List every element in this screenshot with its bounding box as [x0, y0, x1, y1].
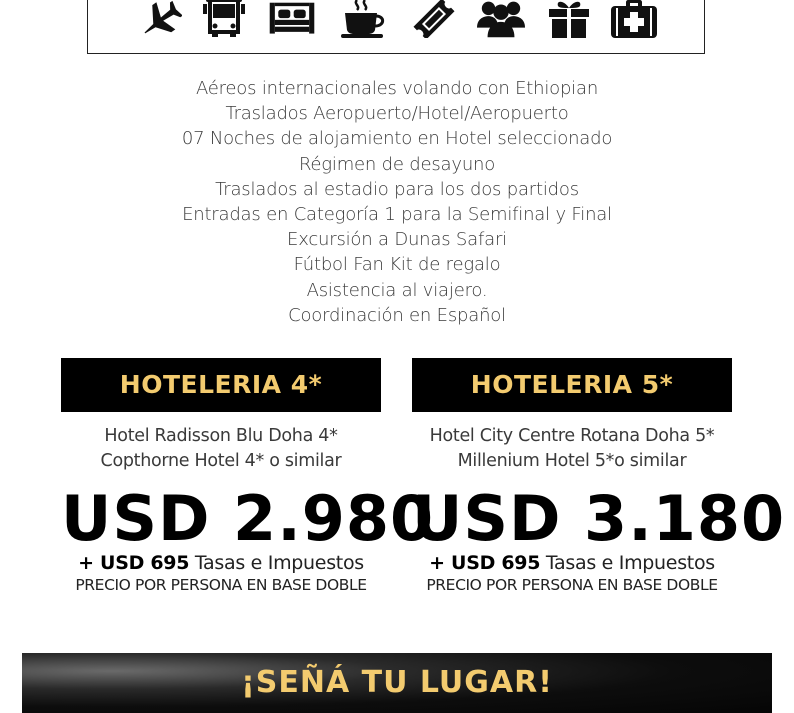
- feature-flights: Aéreos internacionales volando con Ethiopian: [195, 78, 599, 99]
- feature-tickets: Entradas en Categoría 1 para la Semifinal y Final: [182, 204, 612, 226]
- tax-amount: + USD 695: [78, 552, 190, 574]
- price-basis: PRECIO POR PERSONA EN BASE DOBLE: [426, 576, 718, 594]
- reserve-banner[interactable]: [22, 653, 772, 713]
- package-title: HOTELERIA 4*: [61, 358, 381, 412]
- package-price: USD 2.980: [61, 482, 435, 555]
- package-price: USD 3.180: [412, 482, 786, 555]
- package-card-4-star: [61, 358, 435, 596]
- bed-icon: [268, 0, 316, 38]
- ticket-icon: [410, 0, 458, 38]
- feature-stadium-transfers: Traslados al estadio para los dos partidos: [215, 178, 579, 200]
- feature-transfers: Traslados Aeropuerto/Hotel/Aeropuerto: [225, 103, 569, 125]
- hotel-name: Hotel Radisson Blu Doha 4*: [104, 426, 338, 446]
- coffee-icon: [341, 0, 389, 38]
- medical-kit-icon: [610, 0, 658, 38]
- banner-title: ¡SEÑÁ TU LUGAR!: [241, 665, 553, 700]
- plane-icon: [135, 0, 183, 38]
- feature-coordination: Coordinación en Español: [288, 304, 506, 326]
- price-basis: PRECIO POR PERSONA EN BASE DOBLE: [75, 576, 367, 594]
- package-title: HOTELERIA 5*: [412, 358, 732, 412]
- feature-excursion: Excursión a Dunas Safari: [287, 229, 507, 251]
- hotel-name: Hotel City Centre Rotana Doha 5*: [429, 426, 715, 446]
- feature-fan-kit: Fútbol Fan Kit de regalo: [293, 254, 501, 276]
- tax-amount: + USD 695: [429, 552, 541, 574]
- group-icon: [477, 0, 525, 38]
- feature-assistance: Asistencia al viajero.: [306, 279, 488, 301]
- hotel-name: Copthorne Hotel 4* o similar: [100, 451, 342, 471]
- services-icon-bar: [87, 0, 705, 54]
- gift-icon: [545, 0, 593, 38]
- package-card-5-star: [412, 358, 786, 596]
- tax-label: Tasas e Impuestos: [545, 552, 715, 574]
- feature-breakfast: Régimen de desayuno: [298, 153, 496, 175]
- bus-icon: [200, 0, 248, 38]
- feature-nights: 07 Noches de alojamiento en Hotel seleccionado: [181, 128, 613, 150]
- tax-line: [412, 552, 732, 574]
- included-features-list: [0, 76, 794, 328]
- tax-line: [61, 552, 381, 574]
- hotel-name: Millenium Hotel 5*o similar: [457, 451, 687, 471]
- tax-label: Tasas e Impuestos: [194, 552, 364, 574]
